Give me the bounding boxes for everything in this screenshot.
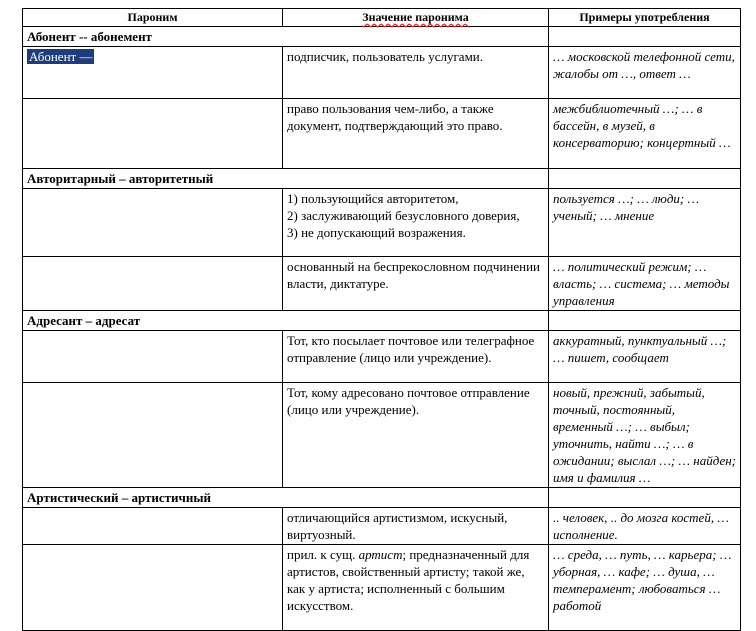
examples-cell: … среда, … путь, … карьера; … уборная, … кафе; … душа, … темперамент; любоваться … работой — [549, 545, 741, 631]
paronym-cell — [23, 545, 283, 631]
section-title: Адресант – адресат — [23, 311, 549, 331]
table-row — [23, 383, 741, 488]
section-empty-cell — [549, 27, 741, 47]
meaning-cell: основанный на беспрекословном подчинении власти, диктатуре. — [283, 257, 549, 311]
paronym-cell — [23, 331, 283, 383]
paronym-cell[interactable] — [23, 47, 283, 99]
section-row — [23, 488, 741, 508]
meaning-cell: Тот, кто посылает почтовое или телеграфное отправление (лицо или учреждение). — [283, 331, 549, 383]
section-title: Артистический – артистичный — [23, 488, 549, 508]
meaning-cell: право пользования чем-либо, а также документ, подтверждающий это право. — [283, 99, 549, 169]
examples-cell: .. человек, .. до мозга костей, … исполнение. — [549, 508, 741, 545]
meaning-cell — [283, 189, 549, 257]
section-row — [23, 311, 741, 331]
examples-cell: … политический режим; … власть; … система; … методы управления — [549, 257, 741, 311]
paronym-cell — [23, 383, 283, 488]
table-row — [23, 189, 741, 257]
section-empty-cell — [549, 488, 741, 508]
examples-cell: межбиблиотечный …; … в бассейн, в музей, в консерваторию; концертный … — [549, 99, 741, 169]
meaning-line: 1) пользующийся авторитетом, — [287, 191, 459, 206]
paronym-cell — [23, 99, 283, 169]
header-row — [23, 9, 741, 27]
meaning-cell: подписчик, пользователь услугами. — [283, 47, 549, 99]
meaning-line: 3) не допускающий возражения. — [287, 225, 466, 240]
paronym-cell — [23, 189, 283, 257]
paronym-cell — [23, 257, 283, 311]
meaning-text: прил. к сущ. — [287, 547, 359, 562]
table-row — [23, 508, 741, 545]
table-row — [23, 47, 741, 99]
header-examples: Примеры употребления — [549, 9, 741, 27]
header-meaning-text: Значение паронима — [362, 10, 469, 24]
meaning-cell: Тот, кому адресовано почтовое отправление (лицо или учреждение). — [283, 383, 549, 488]
examples-cell: аккуратный, пунктуальный …; … пишет, сообщает — [549, 331, 741, 383]
selected-paronym[interactable]: Абонент — — [29, 49, 93, 64]
meaning-line: 2) заслуживающий безусловного доверия, — [287, 208, 520, 223]
section-empty-cell — [549, 311, 741, 331]
section-empty-cell — [549, 169, 741, 189]
document-page — [22, 8, 740, 631]
section-row — [23, 169, 741, 189]
examples-cell: пользуется …; … люди; … ученый; … мнение — [549, 189, 741, 257]
table-row — [23, 99, 741, 169]
table-row — [23, 257, 741, 311]
paronym-cell — [23, 508, 283, 545]
meaning-italic-word: артист — [358, 547, 403, 562]
section-title: Абонент -- абонемент — [23, 27, 549, 47]
table-row — [23, 331, 741, 383]
meaning-cell: отличающийся артистизмом, искусный, виртуозный. — [283, 508, 549, 545]
examples-cell: новый, прежний, забытый, точный, постоянный, временный …; … выбыл; уточнить, найти …; … в ожидании; выслал …; … найден; имя и фамилия … — [549, 383, 741, 488]
meaning-text: ; предназначенный для артистов, свойственный артисту; такой же, как у артиста; исполненный с большим искусством. — [287, 547, 530, 613]
meaning-cell — [283, 545, 549, 631]
examples-cell: … московской телефонной сети, жалобы от …, ответ … — [549, 47, 741, 99]
section-row — [23, 27, 741, 47]
table-row — [23, 545, 741, 631]
header-paronym: Пароним — [23, 9, 283, 27]
paronym-table — [22, 8, 741, 631]
header-meaning — [283, 9, 549, 27]
section-title: Авторитарный – авторитетный — [23, 169, 549, 189]
